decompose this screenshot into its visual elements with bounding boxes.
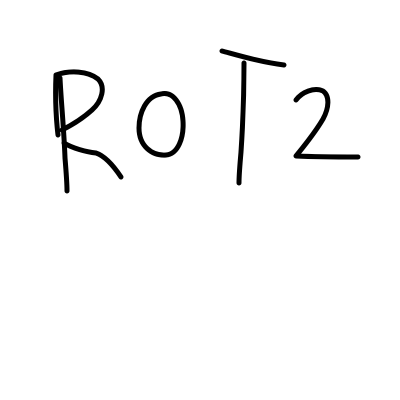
digit-2-curve — [296, 90, 358, 157]
letter-t — [222, 51, 284, 183]
digit-2 — [296, 90, 358, 157]
letter-t-crossbar — [222, 51, 284, 65]
letter-o — [139, 94, 183, 156]
letter-o-loop — [139, 94, 183, 156]
letter-r-leg — [64, 143, 121, 177]
letter-r-stem — [60, 78, 67, 191]
letter-t-stem — [239, 63, 244, 183]
letter-r — [56, 72, 121, 191]
